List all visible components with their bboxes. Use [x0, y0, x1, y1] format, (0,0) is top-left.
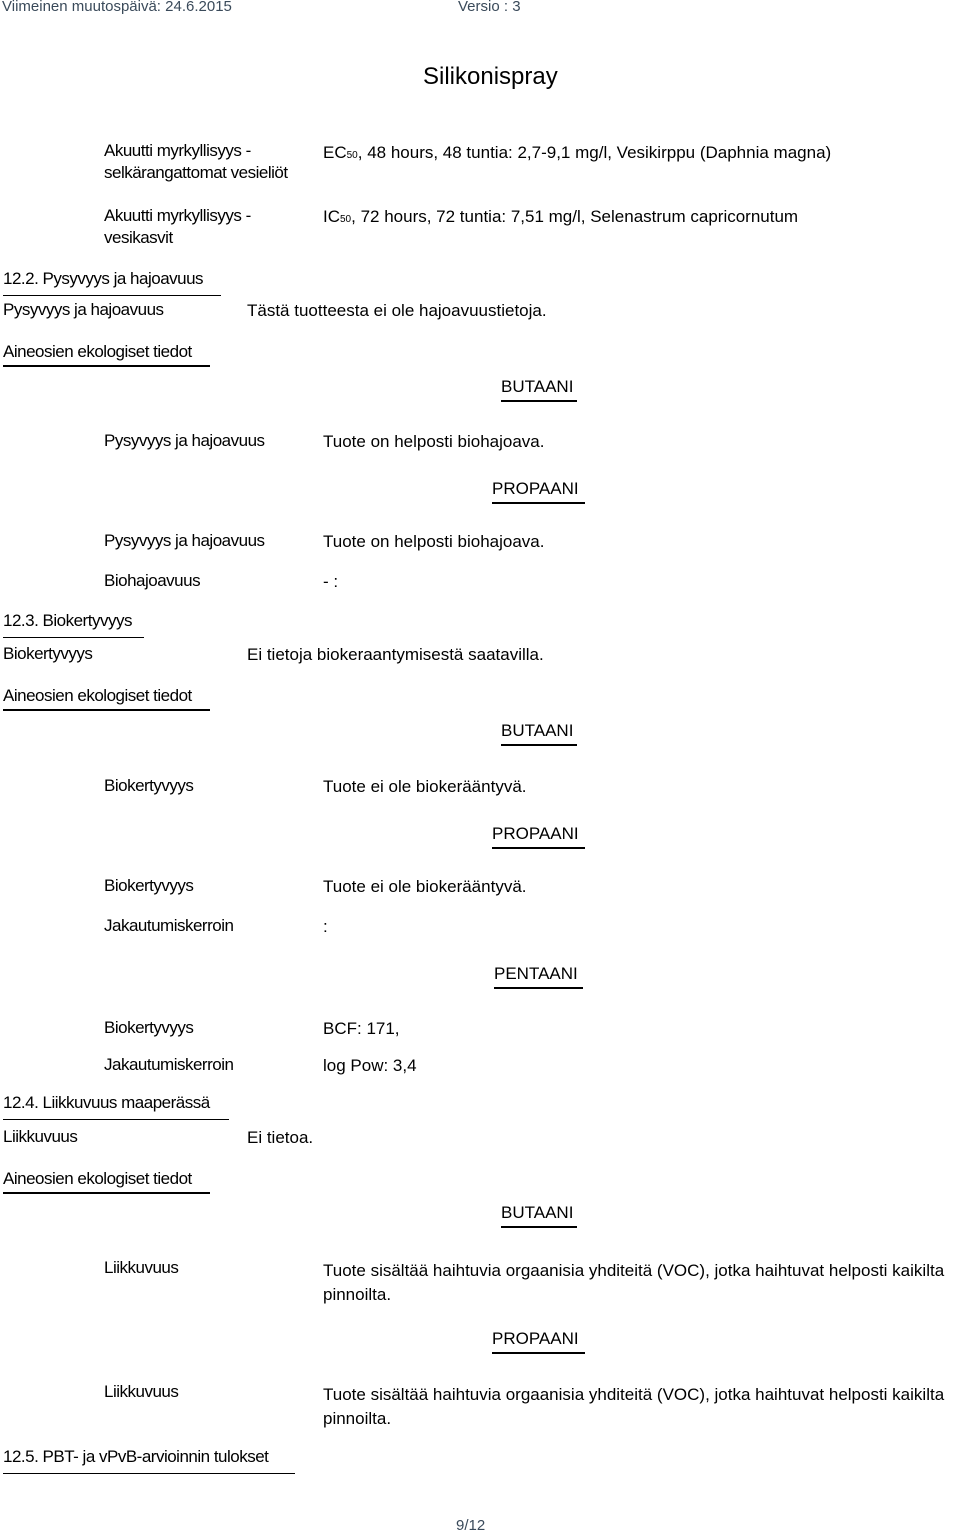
- s123-value: Ei tietoja biokeraantymisestä saatavilla.: [247, 645, 544, 664]
- s122-value: Tästä tuotteesta ei ole hajoavuustietoja.: [247, 301, 547, 320]
- s122-biohaj-value: - :: [323, 572, 339, 591]
- s124-value: Ei tietoa.: [247, 1128, 314, 1147]
- s123-label: Biokertyvyys: [3, 644, 93, 663]
- tox-value-1: [323, 143, 831, 163]
- page-title: Silikonispray: [423, 63, 558, 90]
- version: Versio : 3: [458, 0, 521, 15]
- s124-butaani-value: Tuote sisältää haihtuvia orgaanisia yhditeitä (VOC), jotka haihtuvat helposti kaikilta pinnoilta.: [323, 1261, 945, 1304]
- s124-butaani-label: Liikkuvuus: [104, 1258, 179, 1277]
- s124-eco-heading: Aineosien ekologiset tiedot: [3, 1169, 210, 1194]
- last-updated: Viimeinen muutospäivä: 24.6.2015: [2, 0, 232, 15]
- s123-butaani-heading: BUTAANI: [501, 721, 577, 746]
- section-12-5-heading: 12.5. PBT- ja vPvB-arvioinnin tulokset: [3, 1447, 295, 1474]
- s123-pentaani-value: BCF: 171,: [323, 1019, 400, 1038]
- s123-pentaani-label: Biokertyvyys: [104, 1018, 194, 1037]
- s123-butaani-value: Tuote ei ole biokerääntyvä.: [323, 777, 527, 796]
- tox-label-1b: selkärangattomat vesieliöt: [104, 163, 288, 182]
- tox-label-2b: vesikasvit: [104, 228, 173, 247]
- tox-value-1-sub: 50: [346, 150, 358, 161]
- tox-label-1a: Akuutti myrkyllisyys -: [104, 141, 251, 160]
- s123-jak-value: :: [323, 917, 328, 936]
- section-12-3-heading: 12.3. Biokertyvyys: [3, 611, 144, 638]
- s123-pentaani-jak-label: Jakautumiskerroin: [104, 1055, 234, 1074]
- s123-eco-heading: Aineosien ekologiset tiedot: [3, 686, 210, 711]
- s122-eco-heading: Aineosien ekologiset tiedot: [3, 342, 210, 367]
- s122-propaani-value: Tuote on helposti biohajoava.: [323, 532, 545, 551]
- section-12-4-heading: 12.4. Liikkuvuus maaperässä: [3, 1093, 229, 1120]
- tox-value-2-rest: , 72 hours, 72 tuntia: 7,51 mg/l, Selenastrum capricornutum: [351, 207, 799, 226]
- section-12-2-heading: 12.2. Pysyvyys ja hajoavuus: [3, 269, 221, 296]
- s122-label: Pysyvyys ja hajoavuus: [3, 300, 164, 319]
- tox-value-1-rest: , 48 hours, 48 tuntia: 2,7-9,1 mg/l, Vesikirppu (Daphnia magna): [357, 143, 832, 162]
- s124-butaani-heading: BUTAANI: [501, 1203, 577, 1228]
- s122-propaani-heading: PROPAANI: [492, 479, 585, 504]
- s123-propaani-value: Tuote ei ole biokerääntyvä.: [323, 877, 527, 896]
- s123-propaani-heading: PROPAANI: [492, 824, 585, 849]
- s122-butaani-value: Tuote on helposti biohajoava.: [323, 432, 545, 451]
- s123-pentaani-jak-value: log Pow: 3,4: [323, 1056, 417, 1075]
- s122-butaani-label: Pysyvyys ja hajoavuus: [104, 431, 265, 450]
- s124-propaani-heading: PROPAANI: [492, 1329, 585, 1354]
- page-number: 9/12: [456, 1517, 486, 1534]
- s122-biohaj-label: Biohajoavuus: [104, 571, 201, 590]
- s122-propaani-label: Pysyvyys ja hajoavuus: [104, 531, 265, 550]
- s123-butaani-label: Biokertyvyys: [104, 776, 194, 795]
- tox-value-2: [323, 207, 798, 227]
- tox-value-1-prefix: EC: [323, 143, 347, 162]
- tox-value-2-sub: 50: [340, 214, 352, 225]
- s122-butaani-heading: BUTAANI: [501, 377, 577, 402]
- tox-label-2a: Akuutti myrkyllisyys -: [104, 206, 251, 225]
- s123-pentaani-heading: PENTAANI: [494, 964, 583, 989]
- s124-label: Liikkuvuus: [3, 1127, 78, 1146]
- s124-propaani-label: Liikkuvuus: [104, 1382, 179, 1401]
- s123-jak-label: Jakautumiskerroin: [104, 916, 234, 935]
- tox-value-2-prefix: IC: [323, 207, 340, 226]
- s124-propaani-value: Tuote sisältää haihtuvia orgaanisia yhditeitä (VOC), jotka haihtuvat helposti kaikilta pinnoilta.: [323, 1385, 945, 1428]
- s123-propaani-label: Biokertyvyys: [104, 876, 194, 895]
